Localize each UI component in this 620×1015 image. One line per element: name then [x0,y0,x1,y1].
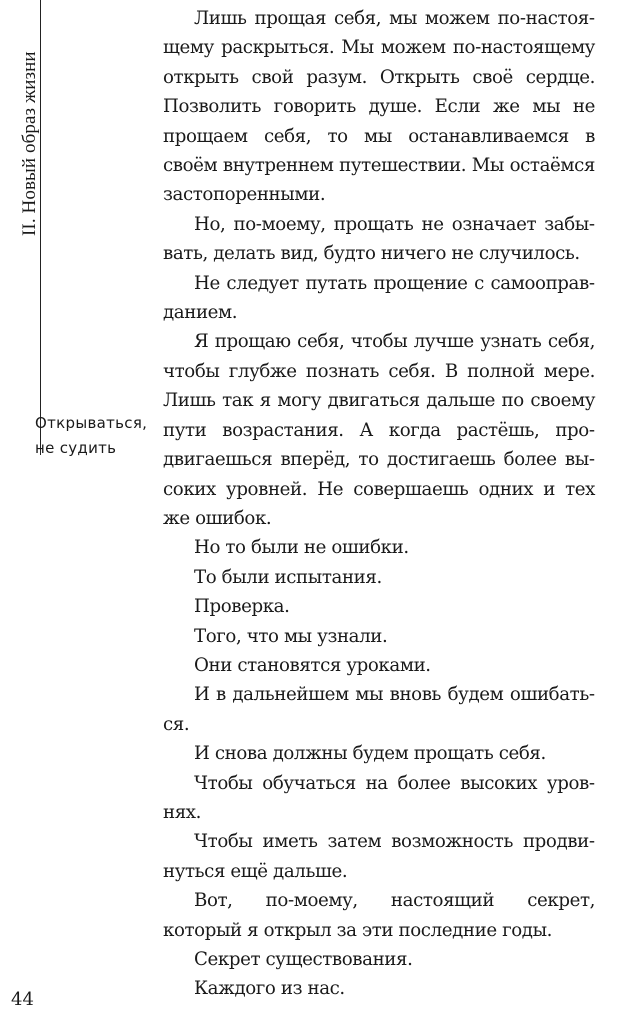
paragraph: И снова должны будем прощать себя. [194,743,546,765]
paragraph: Проверка. [194,596,290,618]
page-number: 44 [11,989,34,1010]
paragraph: Чтобы обучаться на более высоких уровнях. [163,772,595,823]
paragraph: Я прощаю себя, чтобы лучше узнать себя, чтобы глубже познать себя. В полной мере. Лишь так я могу двигаться дальше по своему пути возрастания. А когда растёшь, продвигаешься вперёд, то достигаешь более высоких уровней. Не совершаешь одних и тех же ошибок. [163,331,595,529]
paragraph: Но то были не ошибки. [194,537,409,559]
paragraph: Секрет существования. [194,949,413,970]
margin-note-line: Открываться, [35,414,148,432]
paragraph: Вот, по-моему, настоящий секрет, который я открыл за эти последние годы. [163,890,595,941]
paragraph: Лишь прощая себя, мы можем по-настоящему раскрыться. Мы можем по-настоящему открыть свой разум. Открыть своё сердце. Позволить говорить душе. Если же мы не прощаем себя, то мы останавливаемся в своём внутреннем путешествии. Мы остаёмся застопоренными. [163,8,595,206]
paragraph: Не следует путать прощение с самооправданием. [163,272,595,324]
paragraph: Они становятся уроками. [194,654,431,676]
paragraph: Но, по-моему, прощать не означает забывать, делать вид, будто ничего не случилось. [163,213,595,265]
running-head-rule-wrap [3,0,37,245]
running-head-rule [40,0,41,455]
paragraph: То были испытания. [194,566,382,588]
body-text [163,4,595,1004]
paragraph: Того, что мы узнали. [194,625,388,647]
margin-note-line: не судить [35,439,117,457]
margin-note [35,411,159,461]
running-head-title: II. Новый образ жизни [19,51,40,236]
paragraph: Каждого из нас. [194,978,345,1000]
paragraph: И в дальнейшем мы вновь будем ошибаться. [163,684,595,735]
paragraph: Чтобы иметь затем возможность продвинуться ещё дальше. [163,831,595,882]
